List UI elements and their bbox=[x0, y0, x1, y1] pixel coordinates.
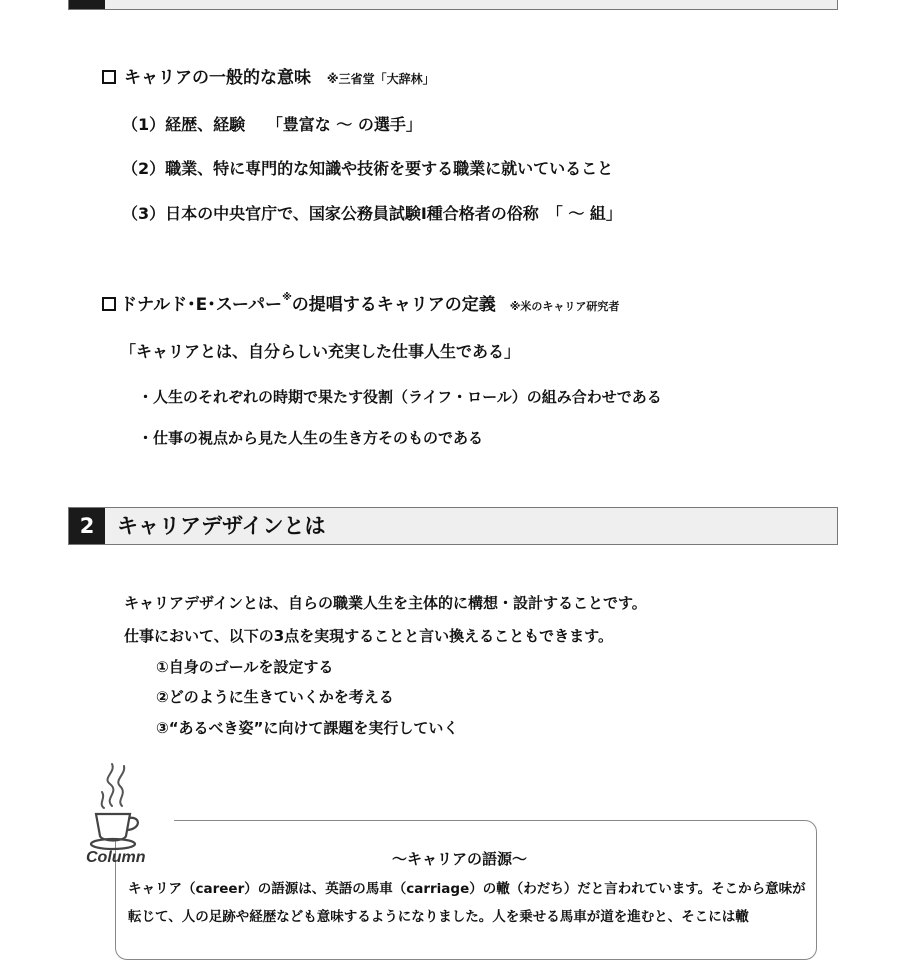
meaning-item-3: （3）日本の中央官庁で、国家公務員試験Ⅰ種合格者の俗称 「 ～ 組」 bbox=[122, 204, 622, 223]
meaning-item-2: （2）職業、特に専門的な知識や技術を要する職業に就いていること bbox=[122, 159, 614, 178]
definition-bullet-2: ・仕事の視点から見た人生の生き方そのものである bbox=[138, 429, 484, 447]
definition-quote: 「キャリアとは、自分らしい充実した仕事人生である」 bbox=[120, 342, 521, 361]
section2-title: キャリアデザインとは bbox=[117, 514, 326, 538]
definition-bullet-1: ・人生のそれぞれの時期で果たす役割（ライフ・ロール）の組み合わせである bbox=[138, 388, 662, 406]
section1-number-badge bbox=[69, 0, 105, 9]
footnote-mark: ※ bbox=[282, 292, 292, 303]
section2-header bbox=[68, 507, 838, 545]
column-title: ～キャリアの語源～ bbox=[392, 850, 528, 868]
section2-number-badge: 2 bbox=[69, 508, 105, 544]
checkbox-square-icon bbox=[102, 70, 116, 84]
section1-header bbox=[68, 0, 838, 10]
section2-line-1: キャリアデザインとは、自らの職業人生を主体的に構想・設計することです。 bbox=[124, 594, 647, 612]
section2-line-2: 仕事において、以下の3点を実現することと言い換えることもできます。 bbox=[124, 627, 613, 645]
section2-point-2: ②どのように生きていくかを考える bbox=[156, 688, 394, 706]
checkbox-square-icon bbox=[102, 297, 116, 311]
column-label: Column bbox=[86, 849, 146, 866]
coffee-cup-icon bbox=[86, 758, 156, 854]
meaning-source-note: ※三省堂「大辞林」 bbox=[326, 72, 435, 86]
section2-point-3: ③“あるべき姿”に向けて課題を実行していく bbox=[156, 719, 459, 737]
column-text-line-1: キャリア（career）の語源は、英語の馬車（carriage）の轍（わだち）だと言われています。そこから意味が bbox=[128, 881, 806, 897]
super-heading: ドナルド･E･スーパー※の提唱するキャリアの定義 ※米のキャリア研究者 bbox=[102, 290, 619, 315]
column-text-line-2: 転じて、人の足跡や経歴なども意味するようになりました。人を乗せる馬車が道を進むと、そこには轍 bbox=[128, 909, 749, 925]
meaning-item-1: （1）経歴、経験 「豊富な ～ の選手」 bbox=[122, 115, 422, 134]
section2-point-1: ①自身のゴールを設定する bbox=[156, 658, 334, 676]
meaning-heading: キャリアの一般的な意味 ※三省堂「大辞林」 bbox=[102, 63, 435, 88]
super-note: ※米のキャリア研究者 bbox=[509, 300, 620, 313]
